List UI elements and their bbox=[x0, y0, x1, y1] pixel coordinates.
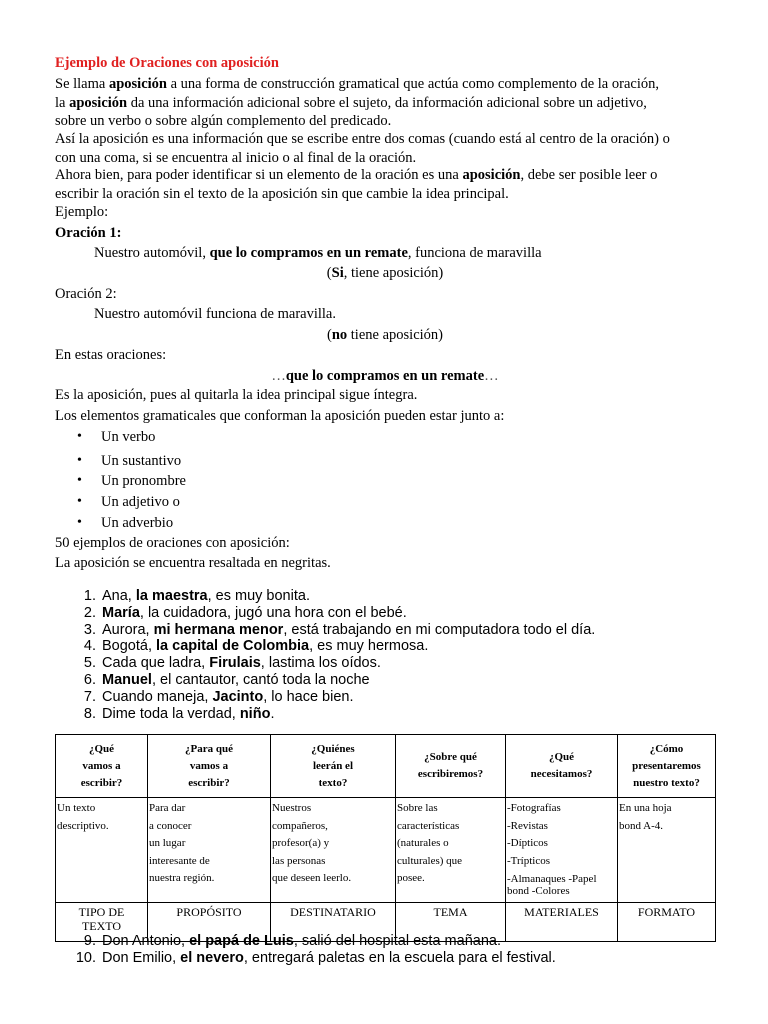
text: las personas bbox=[272, 854, 326, 867]
item-number: 3. bbox=[83, 621, 96, 638]
text: En una hoja bbox=[619, 802, 672, 814]
cincuenta-text: 50 ejemplos de oraciones con aposición: bbox=[55, 535, 290, 551]
text: TEMA bbox=[433, 905, 468, 919]
text: ¿Cómo bbox=[649, 742, 684, 755]
text: profesor(a) y bbox=[272, 837, 330, 849]
table-header-cell bbox=[148, 735, 271, 798]
paragraph-two bbox=[55, 130, 715, 167]
text: , lastima los oídos. bbox=[260, 655, 381, 672]
oracion2-label: Oración 2: bbox=[55, 286, 117, 302]
text: ¿Quiénes bbox=[311, 742, 355, 755]
oracion2-note bbox=[55, 327, 715, 344]
text: ( bbox=[326, 327, 332, 343]
item-number: 2. bbox=[83, 604, 96, 621]
bold-apposition: el nevero bbox=[180, 949, 244, 966]
ejemplo-label: Ejemplo: bbox=[55, 204, 109, 220]
text: ¿Para qué bbox=[185, 742, 233, 755]
text: Sobre las bbox=[397, 802, 438, 814]
text: nuestro texto? bbox=[633, 776, 700, 789]
bold-apposition: Firulais bbox=[209, 655, 261, 672]
text: nuestra región. bbox=[149, 872, 215, 884]
list-item bbox=[70, 605, 595, 622]
bold-apposition: la maestra bbox=[135, 588, 208, 604]
text: , es muy bonita. bbox=[207, 588, 310, 604]
bold-term: no bbox=[331, 327, 348, 343]
intro-paragraph bbox=[55, 75, 715, 131]
text: leerán el bbox=[312, 759, 353, 772]
en-estas-text: En estas oraciones: bbox=[55, 347, 167, 363]
text: Nuestros bbox=[272, 802, 312, 814]
table-cell bbox=[148, 798, 271, 903]
text: -Revistas bbox=[507, 819, 548, 832]
list-item bbox=[70, 638, 595, 655]
text: la bbox=[55, 94, 70, 111]
table-cell bbox=[271, 798, 396, 903]
text: TEXTO bbox=[81, 919, 122, 933]
text: interesante de bbox=[149, 854, 210, 867]
text: compañeros, bbox=[272, 819, 328, 832]
text: bond A-4. bbox=[619, 819, 663, 832]
bold-apposition: María bbox=[102, 604, 140, 621]
table-row bbox=[56, 798, 716, 903]
list-item bbox=[70, 588, 595, 605]
bold-apposition: que lo compramos en un remate bbox=[209, 245, 408, 261]
text: FORMATO bbox=[637, 905, 696, 919]
list-item bbox=[70, 689, 595, 706]
list-item bbox=[70, 706, 595, 723]
text: texto? bbox=[318, 776, 348, 789]
text: vamos a bbox=[189, 759, 229, 772]
text: , debe ser posible leer o bbox=[520, 167, 658, 183]
document-title: Ejemplo de Oraciones con aposición bbox=[55, 55, 279, 71]
text: Ahora bien, para poder identificar si un elemento de la oración es una bbox=[55, 167, 463, 183]
text: escribiremos? bbox=[417, 768, 484, 780]
item-number: 1. bbox=[83, 588, 96, 604]
text: un lugar bbox=[149, 837, 186, 849]
bold-apposition: la capital de Colombia bbox=[156, 638, 310, 655]
resaltada-text: La aposición se encuentra resaltada en negritas. bbox=[55, 555, 331, 571]
text: Bogotá, bbox=[102, 638, 157, 655]
text: PROPÓSITO bbox=[176, 905, 242, 919]
list-item bbox=[70, 672, 595, 689]
bold-apposition: Manuel bbox=[102, 671, 152, 688]
text: con una coma, si se encuentra al inicio o al final de la oración. bbox=[55, 149, 417, 166]
bold-term: aposición bbox=[69, 94, 128, 111]
text: TIPO DE bbox=[78, 905, 125, 919]
table-header-cell bbox=[271, 735, 396, 798]
bold-term: aposición bbox=[462, 167, 521, 183]
text: culturales) que bbox=[397, 854, 463, 867]
text: que deseen leerlo. bbox=[272, 872, 352, 884]
text: da una información adicional sobre el sujeto, da información adicional sobre un adjetivo, bbox=[127, 94, 647, 111]
text: Cuando maneja, bbox=[102, 688, 213, 705]
text: Ana, bbox=[102, 588, 136, 604]
text: Don Antonio, bbox=[102, 933, 190, 949]
text: escribir? bbox=[188, 776, 230, 789]
text: Cada que ladra, bbox=[102, 655, 210, 672]
text: ¿Qué bbox=[548, 751, 575, 763]
text: (naturales o bbox=[397, 837, 449, 849]
table-header-cell bbox=[618, 735, 716, 798]
examples-list bbox=[70, 588, 595, 722]
es-la-text: Es la aposición, pues al quitarla la idea principal sigue íntegra. bbox=[55, 387, 418, 403]
item-number: 10. bbox=[75, 949, 96, 966]
ellipsis: … bbox=[484, 368, 499, 384]
text: descriptivo. bbox=[57, 819, 109, 832]
table-cell bbox=[396, 798, 506, 903]
text: , lo hace bien. bbox=[263, 688, 354, 705]
los-elementos-text: Los elementos gramaticales que conforman la aposición pueden estar junto a: bbox=[55, 408, 505, 424]
text: sobre un verbo o sobre algún complemento del predicado. bbox=[55, 113, 392, 129]
list-item bbox=[70, 655, 595, 672]
bold-apposition: Jacinto bbox=[212, 688, 264, 705]
text: Se llama bbox=[55, 76, 109, 92]
list-item: • Un adverbio bbox=[77, 513, 186, 534]
text: Así la aposición es una información que se escribe entre dos comas (cuando está al centro de la oración) o bbox=[55, 131, 670, 147]
oracion1-sentence bbox=[94, 245, 542, 262]
bold-apposition: que lo compramos en un remate bbox=[285, 368, 485, 384]
item-number: 7. bbox=[83, 688, 96, 705]
text: Un texto bbox=[57, 802, 96, 814]
text: a conocer bbox=[149, 819, 192, 832]
table-cell bbox=[56, 798, 148, 903]
text: , es muy hermosa. bbox=[309, 638, 429, 655]
text: a una forma de construcción gramatical que actúa como complemento de la oración, bbox=[166, 76, 659, 92]
text: , tiene aposición) bbox=[343, 265, 444, 281]
item-number: 6. bbox=[83, 671, 96, 688]
list-item: • Un verbo bbox=[77, 427, 186, 448]
text: Don Emilio, bbox=[102, 949, 181, 966]
writing-plan-table bbox=[55, 734, 716, 942]
text: Dime toda la verdad, bbox=[102, 705, 240, 722]
bullet-list bbox=[77, 427, 186, 533]
bold-term: aposición bbox=[108, 76, 167, 92]
text: , el cantautor, cantó toda la noche bbox=[151, 671, 370, 688]
bold-apposition: niño bbox=[239, 705, 271, 722]
examples-list-continued bbox=[70, 933, 556, 967]
text: -Dípticos bbox=[507, 837, 548, 849]
list-item: • Un sustantivo bbox=[77, 451, 186, 472]
text: , funciona de maravilla bbox=[407, 245, 542, 261]
list-item: • Un pronombre bbox=[77, 471, 186, 492]
text: necesitamos? bbox=[530, 768, 593, 780]
bold-apposition: mi hermana menor bbox=[153, 621, 284, 638]
table-header-cell bbox=[506, 735, 618, 798]
bold-apposition: el papá de Luis bbox=[189, 933, 294, 949]
oracion2-sentence: Nuestro automóvil funciona de maravilla. bbox=[94, 306, 336, 322]
paragraph-three bbox=[55, 166, 715, 203]
text: -Almanaques -Papel bbox=[507, 873, 597, 885]
text: tiene aposición) bbox=[347, 327, 443, 343]
bold-term: Si bbox=[331, 265, 344, 281]
text: -Trípticos bbox=[507, 854, 550, 867]
text: ¿Sobre qué bbox=[424, 751, 477, 763]
list-item bbox=[70, 622, 595, 639]
highlight-apposition bbox=[55, 368, 715, 385]
item-number: 4. bbox=[83, 638, 96, 655]
item-number: 9. bbox=[83, 933, 96, 949]
text: , la cuidadora, jugó una hora con el bebé. bbox=[139, 604, 407, 621]
list-item bbox=[70, 950, 556, 967]
table-header-cell bbox=[396, 735, 506, 798]
list-item: • Un adjetivo o bbox=[77, 492, 186, 513]
table-header-cell bbox=[56, 735, 148, 798]
text: Para dar bbox=[149, 802, 186, 814]
text: escribir? bbox=[80, 776, 123, 789]
text: presentaremos bbox=[632, 759, 701, 772]
table-cell bbox=[618, 798, 716, 903]
text: , entregará paletas en la escuela para el festival. bbox=[243, 949, 556, 966]
oracion1-label: Oración 1: bbox=[55, 225, 122, 241]
text: DESTINATARIO bbox=[290, 905, 376, 919]
text: MATERIALES bbox=[524, 905, 599, 919]
item-number: 8. bbox=[83, 705, 96, 722]
text: . bbox=[270, 705, 275, 722]
table-footer-cell bbox=[618, 903, 716, 942]
text: vamos a bbox=[82, 759, 121, 772]
text: ¿Qué bbox=[88, 742, 115, 755]
text: -Fotografías bbox=[507, 802, 561, 814]
text: características bbox=[397, 819, 460, 832]
oracion1-note bbox=[55, 265, 715, 282]
text: posee. bbox=[397, 872, 425, 884]
list-item bbox=[70, 933, 556, 950]
text: Aurora, bbox=[102, 621, 154, 638]
table-cell bbox=[506, 798, 618, 903]
text: bond -Colores bbox=[507, 885, 570, 897]
item-number: 5. bbox=[83, 655, 96, 672]
ellipsis: … bbox=[271, 368, 286, 384]
text: ( bbox=[326, 265, 332, 281]
text: escribir la oración sin el texto de la aposición sin que cambie la idea principal. bbox=[55, 185, 509, 202]
text: Nuestro automóvil, bbox=[94, 245, 210, 261]
text: , está trabajando en mi computadora todo el día. bbox=[283, 621, 596, 638]
text: , salió del hospital esta mañana. bbox=[293, 933, 501, 949]
table-header-row bbox=[56, 735, 716, 798]
